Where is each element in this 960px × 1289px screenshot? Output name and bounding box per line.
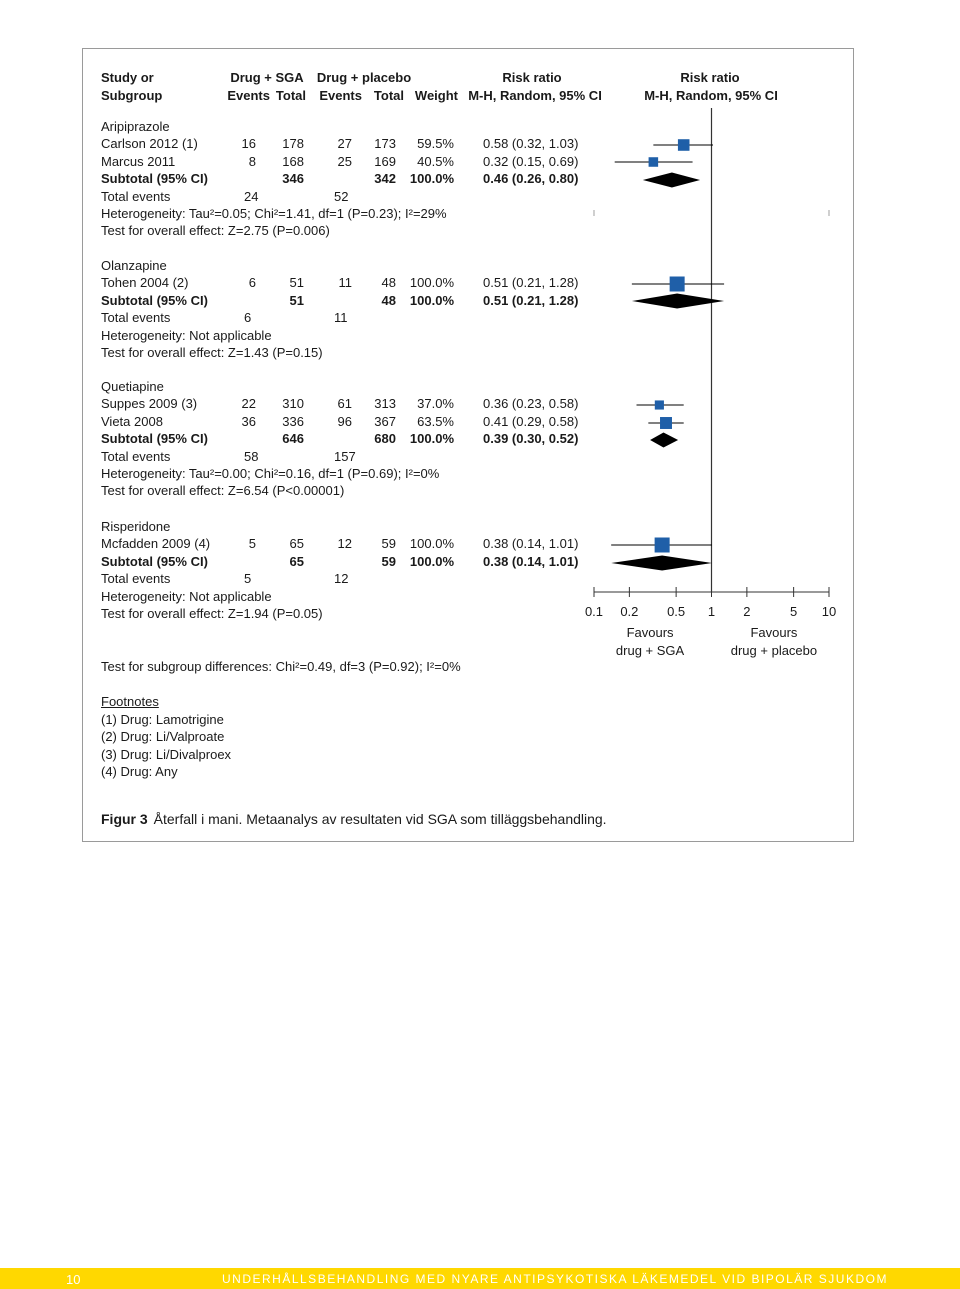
- running-title: UNDERHÅLLSBEHANDLING MED NYARE ANTIPSYKOTISKA LÄKEMEDEL VID BIPOLÄR SJUKDOM: [222, 1272, 888, 1286]
- study-risk-ratio: 0.51 (0.21, 1.28): [483, 275, 579, 291]
- study-weight: 37.0%: [417, 396, 454, 412]
- study-weight: 100.0%: [409, 275, 454, 291]
- study-weight: 100.0%: [409, 536, 454, 552]
- total-events-label: Total events: [101, 571, 171, 587]
- header-total-2: Total: [373, 88, 404, 103]
- total-drug-placebo: 59: [381, 536, 396, 552]
- total-events-drug-placebo: 11: [334, 310, 348, 326]
- study-label: Vieta 2008: [101, 413, 163, 429]
- overall-effect-text: Test for overall effect: Z=1.43 (P=0.15): [101, 345, 323, 360]
- study-risk-ratio: 0.32 (0.15, 0.69): [483, 153, 579, 169]
- group-title: Risperidone: [101, 519, 171, 534]
- subtotal-label: Subtotal (95% CI): [101, 171, 208, 187]
- subgroup-differences-test: Test for subgroup differences: Chi²=0.49, df=3 (P=0.92); I²=0%: [101, 659, 461, 674]
- subtotal-label: Subtotal (95% CI): [101, 431, 208, 447]
- total-events-drug-placebo: 157: [334, 448, 356, 464]
- caption-label: Figur 3: [101, 811, 148, 827]
- total-events-drug-sga: 58: [244, 448, 259, 464]
- page-number: 10: [66, 1272, 81, 1287]
- study-label: Carlson 2012 (1): [101, 136, 198, 152]
- group-title: Olanzapine: [101, 258, 167, 273]
- total-drug-placebo: 313: [374, 396, 396, 412]
- study-label: Mcfadden 2009 (4): [101, 536, 211, 552]
- favours-drug-sga-label: drug + SGA: [615, 643, 685, 658]
- caption-text: Återfall i mani. Metaanalys av resultaten vid SGA som tilläggsbehandling.: [153, 811, 607, 827]
- subtotal-label: Subtotal (95% CI): [101, 292, 208, 308]
- subtotal-weight: 100.0%: [409, 553, 454, 569]
- overall-effect-text: Test for overall effect: Z=2.75 (P=0.006): [101, 223, 330, 239]
- total-drug-placebo: 48: [381, 275, 396, 291]
- favours-drug-placebo-label: Favours: [750, 625, 798, 640]
- favours-drug-sga-label: Favours: [626, 625, 674, 640]
- total-drug-sga: 336: [282, 413, 304, 429]
- x-tick-label: 0.5: [667, 604, 686, 619]
- total-drug-sga: 51: [289, 275, 304, 291]
- header-drug-placebo: Drug + placebo: [316, 70, 412, 85]
- header-plot-risk-ratio: Risk ratio: [680, 70, 740, 85]
- subtotal-risk-ratio: 0.39 (0.30, 0.52): [483, 431, 579, 447]
- x-tick-label: 0.2: [620, 604, 639, 619]
- header-events-2: Events: [319, 88, 362, 103]
- heterogeneity-text: Heterogeneity: Not applicable: [101, 588, 272, 604]
- events-drug-placebo: 61: [337, 396, 352, 412]
- total-drug-placebo: 173: [374, 136, 396, 152]
- events-drug-placebo: 12: [337, 536, 352, 552]
- header-drug-sga: Drug + SGA: [230, 70, 304, 85]
- events-drug-sga: 6: [248, 275, 256, 291]
- events-drug-placebo: 96: [337, 413, 352, 429]
- events-drug-sga: 16: [241, 136, 256, 152]
- events-drug-sga: 36: [241, 413, 256, 429]
- study-weight: 59.5%: [417, 136, 454, 152]
- overall-effect-text: Test for overall effect: Z=1.94 (P=0.05): [101, 606, 323, 621]
- x-tick-label: 5: [790, 604, 798, 619]
- header-subgroup: Subgroup: [101, 88, 163, 103]
- subtotal-risk-ratio: 0.51 (0.21, 1.28): [483, 292, 579, 308]
- header-risk-ratio-method: M-H, Random, 95% CI: [468, 88, 602, 103]
- x-tick-label: 0.1: [584, 604, 604, 619]
- events-drug-sga: 22: [241, 396, 256, 412]
- study-risk-ratio: 0.36 (0.23, 0.58): [483, 396, 579, 412]
- figure-caption: [101, 811, 607, 827]
- total-drug-sga: 65: [289, 536, 304, 552]
- subtotal-label: Subtotal (95% CI): [101, 553, 208, 569]
- subtotal-weight: 100.0%: [409, 431, 454, 447]
- footnotes-title: Footnotes: [101, 694, 159, 709]
- subtotal-total-drug-sga: 65: [289, 553, 304, 569]
- subtotal-risk-ratio: 0.38 (0.14, 1.01): [483, 553, 579, 569]
- x-tick-label: 1: [707, 604, 716, 619]
- subtotal-weight: 100.0%: [409, 171, 454, 187]
- overall-effect-text: Test for overall effect: Z=6.54 (P<0.00001): [101, 483, 345, 499]
- total-events-label: Total events: [101, 310, 171, 326]
- heterogeneity-text: Heterogeneity: Tau²=0.00; Chi²=0.16, df=1 (P=0.69); I²=0%: [101, 466, 440, 481]
- total-events-drug-placebo: 52: [334, 188, 349, 204]
- events-drug-placebo: 11: [338, 275, 352, 291]
- footnote-item: (4) Drug: Any: [101, 764, 178, 779]
- header-total-1: Total: [275, 88, 306, 103]
- total-drug-sga: 168: [282, 153, 304, 169]
- favours-drug-placebo-label: drug + placebo: [730, 643, 818, 658]
- study-label: Tohen 2004 (2): [101, 275, 189, 291]
- total-events-drug-sga: 24: [244, 188, 259, 204]
- total-drug-sga: 310: [282, 396, 304, 412]
- events-drug-placebo: 27: [337, 136, 352, 152]
- footnote-item: (2) Drug: Li/Valproate: [101, 729, 225, 744]
- subtotal-weight: 100.0%: [409, 292, 454, 308]
- total-events-drug-placebo: 12: [334, 571, 349, 587]
- subtotal-total-drug-placebo: 48: [381, 292, 396, 308]
- subtotal-risk-ratio: 0.46 (0.26, 0.80): [483, 171, 579, 187]
- total-drug-placebo: 367: [374, 413, 396, 429]
- subtotal-total-drug-sga: 646: [282, 431, 304, 447]
- subtotal-total-drug-sga: 51: [289, 292, 304, 308]
- subtotal-total-drug-placebo: 59: [381, 553, 396, 569]
- header-risk-ratio: Risk ratio: [502, 70, 562, 85]
- total-events-drug-sga: 6: [244, 310, 252, 326]
- header-events-1: Events: [227, 88, 270, 103]
- footnote-item: (1) Drug: Lamotrigine: [101, 712, 224, 727]
- x-tick-label: 2: [743, 604, 751, 619]
- study-weight: 63.5%: [417, 413, 454, 429]
- footnote-item: (3) Drug: Li/Divalproex: [101, 747, 232, 762]
- total-drug-placebo: 169: [374, 153, 396, 169]
- total-events-label: Total events: [101, 448, 171, 464]
- study-weight: 40.5%: [417, 153, 454, 169]
- study-risk-ratio: 0.38 (0.14, 1.01): [483, 536, 579, 552]
- subtotal-total-drug-placebo: 680: [374, 431, 396, 447]
- header-weight: Weight: [414, 88, 458, 103]
- group-title: Aripiprazole: [101, 119, 170, 134]
- total-events-drug-sga: 5: [244, 571, 252, 587]
- header-study: Study or: [101, 70, 154, 85]
- heterogeneity-text: Heterogeneity: Not applicable: [101, 327, 272, 343]
- x-tick-label: 10: [821, 604, 837, 619]
- study-label: Suppes 2009 (3): [101, 396, 198, 412]
- study-risk-ratio: 0.41 (0.29, 0.58): [483, 413, 579, 429]
- heterogeneity-text: Heterogeneity: Tau²=0.05; Chi²=1.41, df=1 (P=0.23); I²=29%: [101, 206, 447, 221]
- group-title: Quetiapine: [101, 379, 164, 394]
- subtotal-total-drug-sga: 346: [282, 171, 304, 187]
- events-drug-sga: 5: [248, 536, 256, 552]
- total-drug-sga: 178: [282, 136, 304, 152]
- total-events-label: Total events: [101, 188, 171, 204]
- header-plot-method: M-H, Random, 95% CI: [644, 88, 778, 103]
- events-drug-placebo: 25: [337, 153, 352, 169]
- study-label: Marcus 2011: [101, 153, 176, 169]
- subtotal-total-drug-placebo: 342: [374, 171, 396, 187]
- events-drug-sga: 8: [248, 153, 256, 169]
- study-risk-ratio: 0.58 (0.32, 1.03): [483, 136, 579, 152]
